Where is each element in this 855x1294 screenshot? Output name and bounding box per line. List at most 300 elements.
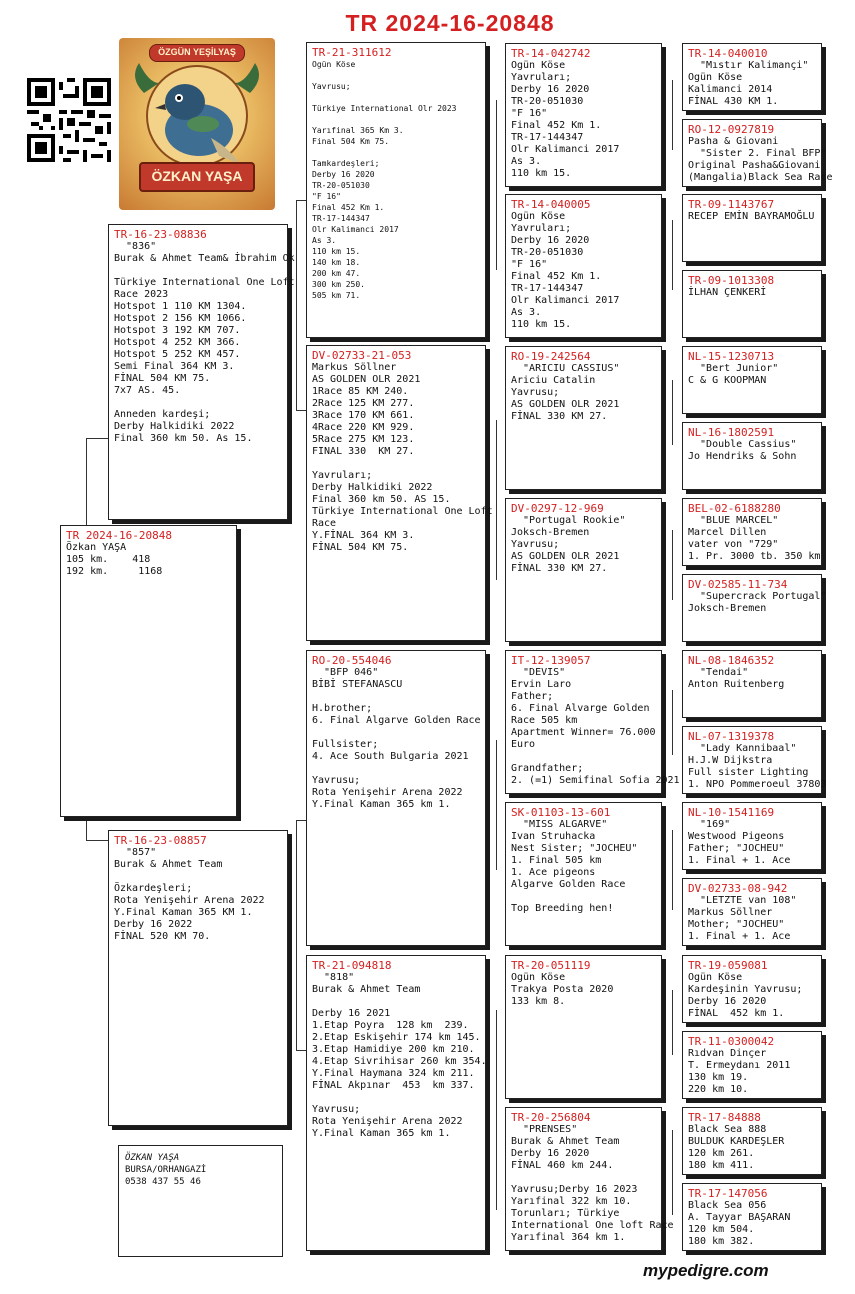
card-details [312, 362, 493, 554]
detail-line: "Supercrack Portugal" [688, 591, 827, 602]
detail-line: Tamkardeşleri; [312, 159, 380, 168]
detail-line [312, 70, 480, 81]
detail-line: Hotspot 1 110 KM 1304. [114, 301, 247, 312]
page-title: TR 2024-16-20848 [345, 10, 555, 36]
detail-line: Hotspot 2 156 KM 1066. [114, 313, 247, 324]
pedigree-card-gen4[interactable] [682, 1031, 822, 1099]
detail-line: Yavruları; [511, 72, 572, 83]
detail-line: Mother; "JOCHEU" [688, 919, 785, 930]
detail-line: Yavrusu; [511, 539, 560, 550]
detail-line: As 3. [312, 236, 337, 245]
ring-number: TR-09-1143767 [688, 198, 775, 211]
detail-line: "DEVIS" [511, 667, 566, 678]
detail-line [312, 114, 480, 125]
detail-line: Derby 16 2020 [511, 84, 590, 95]
detail-line: 105 km. 418 [66, 554, 151, 565]
detail-line: Joksch-Bremen [688, 603, 767, 614]
detail-line: 4Race 220 KM 929. [312, 422, 415, 433]
pedigree-card-gen3[interactable] [505, 346, 662, 490]
detail-line: Torunları; Türkiye [511, 1208, 620, 1219]
card-details [66, 542, 231, 578]
ring-number: DV-02585-11-734 [688, 578, 788, 591]
qr-code-icon [27, 78, 111, 162]
detail-line: Yavrusu; [312, 775, 361, 786]
card-details [511, 60, 656, 180]
pedigree-card-gen3[interactable] [505, 955, 662, 1099]
detail-line: Anton Ruitenberg [688, 679, 785, 690]
detail-line: Derby Halkidiki 2022 [312, 482, 433, 493]
detail-line: TR-20-051030 [312, 181, 370, 190]
card-details [511, 819, 656, 915]
card-details [688, 895, 816, 943]
card-details [312, 667, 480, 811]
detail-line: Türkiye International One Loft [312, 506, 493, 517]
pedigree-card-gen4[interactable] [682, 955, 822, 1023]
ring-number: NL-15-1230713 [688, 350, 775, 363]
connector-line [672, 530, 673, 600]
detail-line: Derby 16 2020 [312, 170, 375, 179]
connector-line [496, 740, 497, 870]
card-details [688, 1048, 816, 1096]
detail-line: 1. Final 505 km [511, 855, 602, 866]
detail-line: 180 km 382. [688, 1236, 755, 1247]
card-details [114, 847, 282, 943]
connector-line [672, 1130, 673, 1215]
detail-line: 3Race 170 KM 661. [312, 410, 415, 421]
ring-number: TR-14-040005 [511, 198, 591, 211]
pedigree-card-gen4[interactable] [682, 119, 833, 187]
detail-line: As 3. [511, 156, 542, 167]
detail-line: Türkiye International Olr 2023 [312, 104, 457, 113]
connector-line [672, 990, 673, 1055]
connector-line [296, 200, 297, 410]
detail-line: Kalimanci 2014 [688, 84, 773, 95]
detail-line: 1. Pr. 3000 tb. 350 km [688, 551, 821, 562]
detail-line: 2.Etap Eskişehir 174 km 145. [312, 1032, 481, 1043]
detail-line: FİNAL 460 km 244. [511, 1160, 614, 1171]
ring-number: NL-08-1846352 [688, 654, 775, 667]
pedigree-card-dam-dam[interactable] [306, 955, 486, 1251]
detail-line [312, 996, 480, 1008]
detail-line: "F 16" [312, 192, 341, 201]
ring-number: DV-02733-08-942 [688, 882, 788, 895]
detail-line: Olr Kalimanci 2017 [511, 144, 620, 155]
detail-line: Markus Söllner [312, 362, 397, 373]
connector-line [86, 438, 87, 534]
pedigree-card-gen3[interactable] [505, 802, 662, 946]
detail-line: Father; "JOCHEU" [688, 843, 785, 854]
detail-line: FİNAL Akpınar 453 km 337. [312, 1080, 475, 1091]
detail-line: Final 360 km 50. AS 15. [312, 494, 451, 505]
detail-line: "LETZTE van 108" [688, 895, 797, 906]
detail-line: T. Ermeydanı 2011 [688, 1060, 791, 1071]
detail-line: Derby 16 2020 [511, 1148, 590, 1159]
ring-number: IT-12-139057 [511, 654, 591, 667]
detail-line: Ogün Köse [511, 972, 566, 983]
card-details [688, 439, 816, 463]
ring-number: TR 2024-16-20848 [66, 529, 172, 542]
detail-line: Olr Kalimanci 2017 [511, 295, 620, 306]
detail-line [114, 871, 282, 883]
detail-line: Derby 16 2021 [312, 1008, 391, 1019]
detail-line: 130 km 19. [688, 1072, 749, 1083]
pedigree-card-gen4[interactable] [682, 422, 822, 490]
detail-line: "PRENSES" [511, 1124, 578, 1135]
detail-line: Y.Final Kaman 365 km 1. [312, 1128, 451, 1139]
pedigree-card-gen4[interactable] [682, 498, 822, 566]
detail-line: Black Sea 888 [688, 1124, 767, 1135]
detail-line: Derby Halkidiki 2022 [114, 421, 235, 432]
detail-line: Black Sea 056 [688, 1200, 767, 1211]
detail-line: 1.Etap Poyra 128 km 239. [312, 1020, 469, 1031]
detail-line: 120 km 504. [688, 1224, 755, 1235]
detail-line: Burak & Ahmet Team [511, 1136, 620, 1147]
card-details [688, 1124, 816, 1172]
detail-line: FİNAL 504 KM 75. [312, 542, 409, 553]
detail-line: Grandfather; [511, 763, 584, 774]
detail-line: AS GOLDEN OLR 2021 [511, 551, 620, 562]
detail-line: FINAL 330 KM 27. [312, 446, 415, 457]
ring-number: DV-02733-21-053 [312, 349, 412, 362]
detail-line: "Bert Junior" [688, 363, 779, 374]
card-details [688, 60, 816, 108]
detail-line [312, 1092, 480, 1104]
detail-line: 300 km 250. [312, 280, 365, 289]
detail-line: Rota Yenişehir Arena 2022 [312, 787, 463, 798]
detail-line: Trakya Posta 2020 [511, 984, 614, 995]
ring-number: TR-14-042742 [511, 47, 591, 60]
detail-line: 1. Ace pigeons [511, 867, 596, 878]
card-details [511, 1124, 674, 1244]
detail-line: FİNAL 452 km 1. [688, 1008, 785, 1019]
pedigree-card-gen4[interactable] [682, 346, 822, 414]
ring-number: TR-20-256804 [511, 1111, 591, 1124]
detail-line [114, 265, 282, 277]
detail-line: "169" [688, 819, 731, 830]
detail-line: "Mıstır Kalimançi" [688, 60, 809, 71]
detail-line: Yarıfinal 365 Km 3. [312, 126, 404, 135]
detail-line: FİNAL 330 KM 27. [511, 563, 608, 574]
detail-line: Türkiye International One Loft [114, 277, 295, 288]
detail-line: Burak & Ahmet Team [312, 984, 421, 995]
ring-number: TR-09-1013308 [688, 274, 775, 287]
owner-name: ÖZKAN YAŞA [125, 1153, 180, 1163]
detail-line: Final 452 Km 1. [511, 120, 602, 131]
detail-line: Joksch-Bremen [511, 527, 590, 538]
detail-line: Yavrusu;Derby 16 2023 [511, 1184, 638, 1195]
detail-line: TR-17-144347 [511, 283, 584, 294]
pedigree-card-gen4[interactable] [682, 1107, 822, 1175]
detail-line: Burak & Ahmet Team [114, 859, 223, 870]
detail-line: Rota Yenişehir Arena 2022 [114, 895, 265, 906]
detail-line [114, 397, 282, 409]
detail-line: Yavruları; [511, 223, 572, 234]
detail-line: Semi Final 364 KM 3. [114, 361, 235, 372]
detail-line: Westwood Pigeons [688, 831, 785, 842]
detail-line [312, 92, 480, 103]
detail-line: Ogün Köse [688, 72, 743, 83]
card-details [688, 363, 816, 387]
detail-line: Final 452 Km 1. [312, 203, 385, 212]
connector-line [672, 80, 673, 150]
connector-line [296, 820, 297, 1050]
detail-line: TR-20-051030 [511, 96, 584, 107]
detail-line [312, 458, 480, 470]
detail-line: Ogün Köse [511, 211, 566, 222]
card-details [511, 667, 680, 787]
detail-line: Ivan Struhacka [511, 831, 596, 842]
card-details [688, 515, 821, 563]
detail-line [511, 751, 656, 763]
card-details [312, 59, 480, 301]
detail-line: "F 16" [511, 259, 548, 270]
detail-line: Y.Final Kaman 365 KM 1. [114, 907, 253, 918]
owner-info-box [118, 1145, 283, 1257]
detail-line: Yavrusu; [312, 1104, 361, 1115]
detail-line: 5Race 275 KM 123. [312, 434, 415, 445]
detail-line [312, 691, 480, 703]
detail-line: FİNAL 430 KM 1. [688, 96, 779, 107]
card-details [688, 287, 816, 299]
detail-line: TR-17-144347 [312, 214, 370, 223]
ring-number: TR-16-23-08836 [114, 228, 207, 241]
detail-line: 120 km 261. [688, 1148, 755, 1159]
detail-line: 505 km 71. [312, 291, 361, 300]
detail-line: Yarıfinal 322 km 10. [511, 1196, 632, 1207]
detail-line: Final 360 km 50. As 15. [114, 433, 253, 444]
detail-line: FİNAL 330 KM 27. [511, 411, 608, 422]
detail-line: Ogün Köse [511, 60, 566, 71]
detail-line: Ariciu Catalin [511, 375, 596, 386]
detail-line: Full sister Lighting [688, 767, 809, 778]
detail-line: 6. Final Alvarge Golden [511, 703, 650, 714]
pedigree-card-gen3[interactable] [505, 43, 662, 187]
detail-line: Markus Söllner [688, 907, 773, 918]
logo-top-text: ÖZGÜN YEŞİLYAŞ [149, 44, 245, 62]
detail-line: 180 km 411. [688, 1160, 755, 1171]
card-details [688, 591, 827, 615]
detail-line: 140 km 18. [312, 258, 361, 267]
ring-number: TR-20-051119 [511, 959, 591, 972]
ring-number: BEL-02-6188280 [688, 502, 781, 515]
pedigree-card-gen3[interactable] [505, 194, 662, 338]
detail-line: Ervin Laro [511, 679, 572, 690]
detail-line: TR-20-051030 [511, 247, 584, 258]
detail-line: Hotspot 3 192 KM 707. [114, 325, 241, 336]
pedigree-card-dam[interactable] [108, 830, 288, 1126]
ring-number: TR-16-23-08857 [114, 834, 207, 847]
detail-line: 110 km 15. [511, 168, 572, 179]
detail-line: Yarıfinal 364 km 1. [511, 1232, 626, 1243]
detail-line: (Mangalia)Black Sea Race [688, 172, 833, 183]
detail-line: Algarve Golden Race [511, 879, 626, 890]
connector-line [672, 220, 673, 290]
detail-line: Hotspot 5 252 KM 457. [114, 349, 241, 360]
detail-line: International One loft Race [511, 1220, 674, 1231]
detail-line: Pasha & Giovani [688, 136, 779, 147]
pedigree-card-gen3[interactable] [505, 498, 662, 642]
card-details [688, 972, 816, 1020]
detail-line: BİBİ STEFANASCU [312, 679, 403, 690]
detail-line: BULDUK KARDEŞLER [688, 1136, 785, 1147]
detail-line: 1. NPO Pommeroeul 37803 [688, 779, 827, 790]
detail-line: 2. (=1) Semifinal Sofia 2021 [511, 775, 680, 786]
pedigree-card-gen4[interactable] [682, 43, 822, 111]
detail-line: İLHAN ÇENKERİ [688, 287, 767, 298]
detail-line: "BLUE MARCEL" [688, 515, 779, 526]
detail-line: Yavrusu; [312, 82, 351, 91]
logo-banner-text: ÖZKAN YAŞA [139, 162, 255, 192]
card-details [114, 241, 295, 445]
detail-line: 110 km 15. [511, 319, 572, 330]
detail-line: Marcel Dillen [688, 527, 767, 538]
pedigree-card-gen4[interactable] [682, 194, 822, 262]
detail-line: Y.FİNAL 364 KM 3. [312, 530, 415, 541]
detail-line: 133 km 8. [511, 996, 566, 1007]
detail-line: Father; [511, 691, 554, 702]
detail-line: Race 505 km [511, 715, 578, 726]
detail-line: Rıdvan Dinçer [688, 1048, 767, 1059]
ring-number: NL-07-1319378 [688, 730, 775, 743]
detail-line: H.J.W Dijkstra [688, 755, 773, 766]
detail-line: 1. Final + 1. Ace [688, 855, 791, 866]
detail-line: 110 km 15. [312, 247, 361, 256]
detail-line: TR-17-144347 [511, 132, 584, 143]
pedigree-card-subject[interactable] [60, 525, 237, 817]
ring-number: TR-17-147056 [688, 1187, 768, 1200]
pedigree-card-sire-dam[interactable] [306, 345, 493, 641]
brand-watermark: mypedigre.com [643, 1261, 769, 1280]
ring-number: TR-21-311612 [312, 46, 392, 59]
detail-line: FİNAL 504 KM 75. [114, 373, 211, 384]
pedigree-card-gen3[interactable] [505, 650, 680, 794]
pedigree-card-gen4[interactable] [682, 574, 827, 642]
connector-line [496, 100, 497, 270]
detail-line: Final 504 Km 75. [312, 137, 390, 146]
detail-line: Apartment Winner= 76.000 [511, 727, 656, 738]
pedigree-card-gen4[interactable] [682, 1183, 822, 1251]
detail-line: Top Breeding hen! [511, 903, 614, 914]
pedigree-card-gen4[interactable] [682, 878, 822, 946]
detail-line: Kardeşinin Yavrusu; [688, 984, 803, 995]
detail-line: Burak & Ahmet Team& İbrahim Ok [114, 253, 295, 264]
pedigree-card-gen4[interactable] [682, 650, 822, 718]
detail-line: Yavrusu; [511, 387, 560, 398]
detail-line: As 3. [511, 307, 542, 318]
detail-line: 2Race 125 KM 277. [312, 398, 415, 409]
pedigree-card-gen4[interactable] [682, 802, 822, 870]
ring-number: TR-11-0300042 [688, 1035, 775, 1048]
connector-line [672, 690, 673, 755]
detail-line: Derby 16 2020 [688, 996, 767, 1007]
detail-line: "Tendai" [688, 667, 749, 678]
ring-number: TR-17-84888 [688, 1111, 761, 1124]
detail-line: Race 2023 [114, 289, 169, 300]
detail-line: 3.Etap Hamidiye 200 km 210. [312, 1044, 475, 1055]
pedigree-card-gen4[interactable] [682, 270, 822, 338]
pedigree-card-gen3[interactable] [505, 1107, 674, 1251]
detail-line: Ogün Köse [688, 972, 743, 983]
detail-line: 7x7 AS. 45. [114, 385, 181, 396]
card-details [688, 136, 833, 184]
connector-line [496, 1010, 497, 1210]
detail-line [312, 147, 480, 158]
detail-line: H.brother; [312, 703, 373, 714]
detail-line [312, 727, 480, 739]
detail-line: 1Race 85 KM 240. [312, 386, 409, 397]
detail-line: Olr Kalimanci 2017 [312, 225, 399, 234]
detail-line: Original Pasha&Giovani [688, 160, 821, 171]
pedigree-card-sire[interactable] [108, 224, 295, 520]
detail-line: "ARICIU CASSIUS" [511, 363, 620, 374]
detail-line: Yavruları; [312, 470, 373, 481]
loft-logo [119, 38, 275, 210]
detail-line: Race [312, 518, 337, 529]
owner-city: BURSA/ORHANGAZİ [125, 1165, 207, 1175]
pedigree-card-dam-sire[interactable] [306, 650, 486, 946]
ring-number: RO-19-242564 [511, 350, 591, 363]
detail-line: A. Tayyar BAŞARAN [688, 1212, 791, 1223]
detail-line: "818" [312, 972, 355, 983]
connector-line [672, 830, 673, 910]
ring-number: RO-20-554046 [312, 654, 392, 667]
detail-line: AS GOLDEN OLR 2021 [312, 374, 421, 385]
detail-line: "Lady Kannibaal" [688, 743, 797, 754]
card-details [688, 211, 816, 223]
card-details [511, 972, 656, 1008]
detail-line: Euro [511, 739, 536, 750]
detail-line: Fullsister; [312, 739, 379, 750]
detail-line: Final 452 Km 1. [511, 271, 602, 282]
ring-number: DV-0297-12-969 [511, 502, 604, 515]
connector-line [496, 420, 497, 580]
owner-phone: 0538 437 55 46 [125, 1177, 201, 1187]
detail-line: 4. Ace South Bulgaria 2021 [312, 751, 469, 762]
detail-line: Özkardeşleri; [114, 883, 193, 894]
connector-line [296, 410, 306, 411]
detail-line: Anneden kardeşi; [114, 409, 211, 420]
ring-number: NL-10-1541169 [688, 806, 775, 819]
detail-line: Jo Hendriks & Sohn [688, 451, 797, 462]
detail-line: "MISS ALGARVE" [511, 819, 608, 830]
card-details [511, 515, 656, 575]
detail-line: Ogün Köse [312, 60, 356, 69]
detail-line: Nest Sister; "JOCHEU" [511, 843, 638, 854]
ring-number: SK-01103-13-601 [511, 806, 611, 819]
ring-number: TR-21-094818 [312, 959, 392, 972]
detail-line: Özkan YAŞA [66, 542, 127, 553]
card-details [688, 667, 816, 691]
detail-line: Rota Yenişehir Arena 2022 [312, 1116, 463, 1127]
card-details [312, 972, 487, 1140]
detail-line: FİNAL 520 KM 70. [114, 931, 211, 942]
detail-line [511, 1172, 656, 1184]
detail-line: 192 km. 1168 [66, 566, 163, 577]
detail-line: "836" [114, 241, 157, 252]
card-details [688, 1200, 816, 1248]
pedigree-card-gen4[interactable] [682, 726, 827, 794]
detail-line: Hotspot 4 252 KM 366. [114, 337, 241, 348]
detail-line: Y.Final Kaman 365 km 1. [312, 799, 451, 810]
pedigree-card-sire-sire[interactable] [306, 42, 486, 338]
detail-line: Derby 16 2020 [511, 235, 590, 246]
connector-line [296, 820, 306, 821]
detail-line: "BFP 046" [312, 667, 379, 678]
detail-line: Derby 16 2022 [114, 919, 193, 930]
detail-line: 220 km 10. [688, 1084, 749, 1095]
ring-number: RO-12-0927819 [688, 123, 775, 136]
detail-line [511, 891, 656, 903]
